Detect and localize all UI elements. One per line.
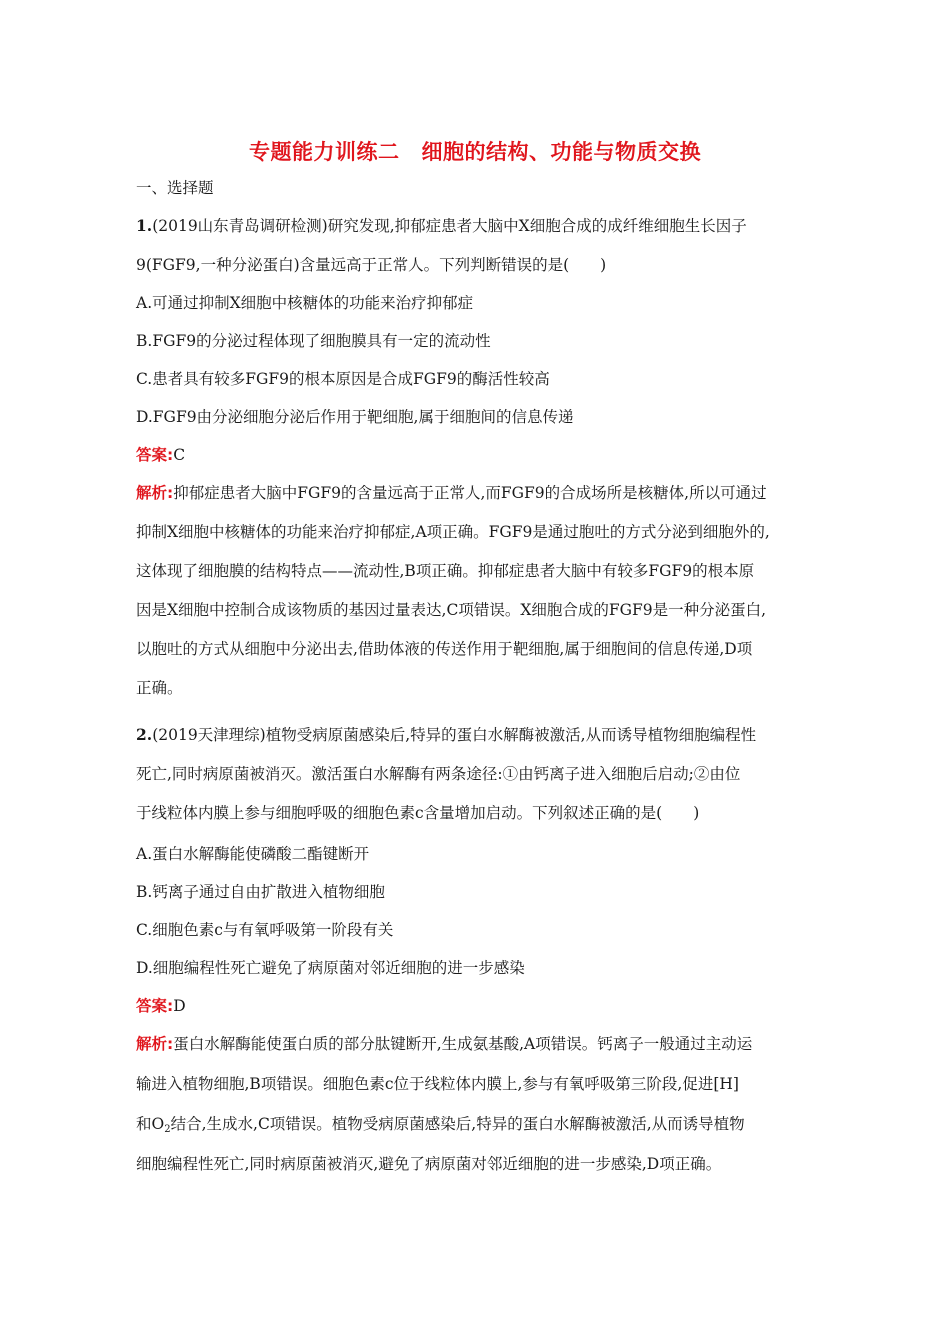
q1-analysis-line5: 以胞吐的方式从细胞中分泌出去,借助体液的传送作用于靶细胞,属于细胞间的信息传递,D项 [136, 640, 753, 658]
q2-answer-value: D [173, 997, 186, 1015]
q1-answer-label: 答案: [136, 446, 174, 464]
q2-stem-line3: 于线粒体内膜上参与细胞呼吸的细胞色素c含量增加启动。下列叙述正确的是( ) [136, 804, 700, 822]
q1-number: 1. [136, 216, 153, 235]
q2-number: 2. [136, 725, 153, 744]
q2-stem-line2: 死亡,同时病原菌被消灭。激活蛋白水解酶有两条途径:①由钙离子进入细胞后启动;②由位 [136, 765, 741, 783]
q1-option-a: A.可通过抑制X细胞中核糖体的功能来治疗抑郁症 [136, 294, 474, 312]
q2-option-c: C.细胞色素c与有氧呼吸第一阶段有关 [136, 921, 394, 939]
q1-analysis-line4: 因是X细胞中控制合成该物质的基因过量表达,C项错误。X细胞合成的FGF9是一种分泌蛋白, [136, 601, 767, 619]
o2-subscript: 2 [164, 1124, 171, 1135]
q1-answer-value: C [173, 446, 186, 464]
q2-analysis-line2: 输进入植物细胞,B项错误。细胞色素c位于线粒体内膜上,参与有氧呼吸第三阶段,促进[H] [136, 1075, 739, 1093]
q2-analysis-line1: 解析:蛋白水解酶能使蛋白质的部分肽键断开,生成氨基酸,A项错误。钙离子一般通过主动运 [136, 1035, 753, 1053]
q2-option-d: D.细胞编程性死亡避免了病原菌对邻近细胞的进一步感染 [136, 959, 525, 977]
q2-option-b: B.钙离子通过自由扩散进入植物细胞 [136, 883, 385, 901]
q1-stem-line1: 1.(2019山东青岛调研检测)研究发现,抑郁症患者大脑中X细胞合成的成纤维细胞生长因子 [136, 216, 747, 235]
q1-option-b: B.FGF9的分泌过程体现了细胞膜具有一定的流动性 [136, 332, 491, 350]
q1-option-c: C.患者具有较多FGF9的根本原因是合成FGF9的酶活性较高 [136, 370, 550, 388]
q1-option-d: D.FGF9由分泌细胞分泌后作用于靶细胞,属于细胞间的信息传递 [136, 408, 574, 426]
q2-stem-line1: 2.(2019天津理综)植物受病原菌感染后,特异的蛋白水解酶被激活,从而诱导植物细胞编程性 [136, 725, 757, 744]
q2-answer [136, 996, 186, 1016]
q1-stem-line2: 9(FGF9,一种分泌蛋白)含量远高于正常人。下列判断错误的是( ) [136, 256, 607, 274]
section-heading: 一、选择题 [136, 179, 214, 197]
q2-option-a: A.蛋白水解酶能使磷酸二酯键断开 [136, 845, 370, 863]
page-title [0, 136, 950, 166]
q1-analysis-label: 解析: [136, 484, 174, 502]
q2-analysis-line4: 细胞编程性死亡,同时病原菌被消灭,避免了病原菌对邻近细胞的进一步感染,D项正确。 [136, 1155, 722, 1173]
q1-analysis-line1: 解析:抑郁症患者大脑中FGF9的含量远高于正常人,而FGF9的合成场所是核糖体,所以可通过 [136, 484, 767, 502]
q1-analysis-line6: 正确。 [136, 679, 183, 697]
q2-analysis-line3: 和$O_2$结合,生成水,C项错误。植物受病原菌感染后,特异的蛋白水解酶被激活,从而诱导植物 [136, 1115, 745, 1135]
q1-analysis-line3: 这体现了细胞膜的结构特点——流动性,B项正确。抑郁症患者大脑中有较多FGF9的根本原 [136, 562, 755, 580]
q1-answer [136, 445, 185, 465]
q2-answer-label: 答案: [136, 997, 174, 1015]
q2-analysis-label: 解析: [136, 1035, 174, 1053]
title-part1: 专题能力训练二 [249, 140, 400, 164]
title-part2: 细胞的结构、功能与物质交换 [421, 140, 701, 164]
q1-analysis-line2: 抑制X细胞中核糖体的功能来治疗抑郁症,A项正确。FGF9是通过胞吐的方式分泌到细胞外的, [136, 523, 770, 541]
